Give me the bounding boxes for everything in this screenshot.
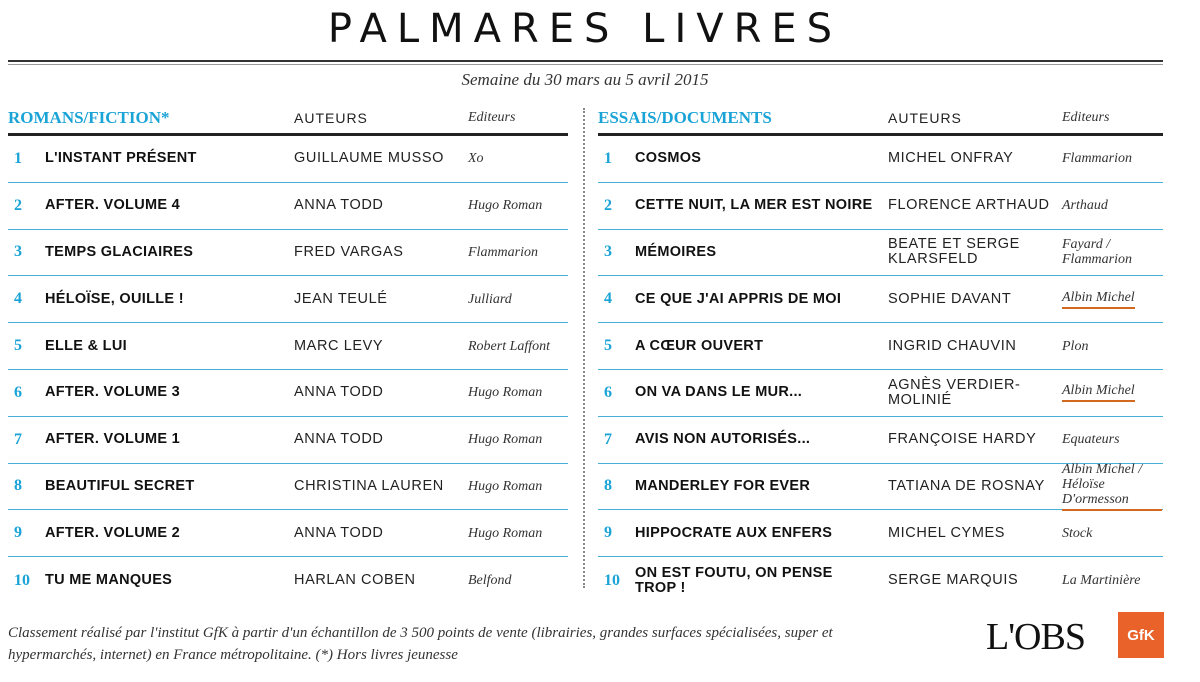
rank: 10 xyxy=(604,571,620,589)
table-row xyxy=(8,464,568,511)
book-title: TEMPS GLACIAIRES xyxy=(45,243,194,260)
fiction-table xyxy=(8,104,568,604)
book-author: ANNA TODD xyxy=(294,524,384,541)
book-author: INGRID CHAUVIN xyxy=(888,337,1017,354)
rank: 7 xyxy=(14,430,22,448)
book-publisher: Hugo Roman xyxy=(468,432,543,448)
book-author: MICHEL CYMES xyxy=(888,524,1006,541)
page-title: PALMARES LIVRES xyxy=(327,6,843,52)
book-author: CHRISTINA LAUREN xyxy=(294,477,444,494)
book-title: HIPPOCRATE AUX ENFERS xyxy=(635,524,833,541)
book-author: AGNÈS VERDIER-MOLINIÉ xyxy=(888,376,1021,408)
table-row xyxy=(598,183,1163,230)
rank: 2 xyxy=(14,196,22,214)
rank: 3 xyxy=(14,243,22,261)
essays-authors-header: AUTEURS xyxy=(888,110,962,126)
rank: 6 xyxy=(604,383,612,401)
book-author: FLORENCE ARTHAUD xyxy=(888,197,1050,214)
book-title: AFTER. VOLUME 3 xyxy=(45,384,181,401)
book-title: TU ME MANQUES xyxy=(45,572,173,589)
rank: 7 xyxy=(604,430,612,448)
table-row xyxy=(8,510,568,557)
rank: 3 xyxy=(604,243,612,261)
rank: 9 xyxy=(604,524,612,542)
table-row xyxy=(8,417,568,464)
book-title: CE QUE J'AI APPRIS DE MOI xyxy=(635,290,842,307)
book-title: ON EST FOUTU, ON PENSE TROP ! xyxy=(635,564,833,596)
book-publisher: La Martinière xyxy=(1062,573,1141,589)
book-publisher: Plon xyxy=(1062,338,1089,354)
table-row xyxy=(8,323,568,370)
rank: 4 xyxy=(14,290,22,308)
book-author: ANNA TODD xyxy=(294,384,384,401)
table-row xyxy=(598,557,1163,604)
book-author: JEAN TEULÉ xyxy=(294,290,388,307)
table-row xyxy=(598,323,1163,370)
book-publisher: Belfond xyxy=(468,573,512,589)
week-subtitle: Semaine du 30 mars au 5 avril 2015 xyxy=(461,70,709,89)
rank: 4 xyxy=(604,290,612,308)
book-title: COSMOS xyxy=(635,150,702,167)
book-title: AFTER. VOLUME 1 xyxy=(45,431,181,448)
book-author: MARC LEVY xyxy=(294,337,384,354)
book-author: TATIANA DE ROSNAY xyxy=(888,477,1045,494)
underlined-publisher: Albin Michel xyxy=(1062,290,1135,309)
fiction-authors-header: AUTEURS xyxy=(294,110,368,126)
book-title: A CŒUR OUVERT xyxy=(635,337,764,354)
title-rule-thin xyxy=(8,64,1163,65)
book-publisher: Julliard xyxy=(468,291,512,307)
book-publisher: Hugo Roman xyxy=(468,525,543,541)
table-row xyxy=(8,183,568,230)
title-rule xyxy=(8,60,1163,62)
book-title: AFTER. VOLUME 2 xyxy=(45,524,181,541)
book-title: HÉLOÏSE, OUILLE ! xyxy=(45,290,184,307)
rank: 10 xyxy=(14,571,30,589)
table-row xyxy=(8,370,568,417)
table-row xyxy=(598,417,1163,464)
table-row xyxy=(598,136,1163,183)
book-author: HARLAN COBEN xyxy=(294,572,416,589)
rank: 2 xyxy=(604,196,612,214)
book-publisher: Hugo Roman xyxy=(468,198,543,214)
book-publisher: Flammarion xyxy=(468,244,538,260)
table-row xyxy=(8,136,568,183)
book-publisher-underlined xyxy=(1062,461,1162,510)
rank: 5 xyxy=(14,337,22,355)
rank: 8 xyxy=(604,477,612,495)
essays-header xyxy=(598,104,1163,136)
table-row xyxy=(8,557,568,604)
book-author: BEATE ET SERGE KLARSFELD xyxy=(888,236,1020,268)
book-publisher: Equateurs xyxy=(1062,432,1120,448)
book-publisher: Hugo Roman xyxy=(468,478,543,494)
book-publisher: Fayard / Flammarion xyxy=(1062,237,1132,268)
book-author: MICHEL ONFRAY xyxy=(888,150,1014,167)
essays-category: ESSAIS/DOCUMENTS xyxy=(598,108,772,127)
book-author: ANNA TODD xyxy=(294,431,384,448)
table-row xyxy=(8,276,568,323)
methodology-note: Classement réalisé par l'institut GfK à partir d'un échantillon de 3 500 points de vente (librairies, grandes surfaces spécialisées, super et hypermarchés, internet) en France métropolitaine. (*) Hors livres jeunesse xyxy=(8,625,833,663)
fiction-header xyxy=(8,104,568,136)
fiction-category: ROMANS/FICTION* xyxy=(8,108,170,127)
underlined-publisher: Albin Michel xyxy=(1062,383,1135,402)
book-publisher: Arthaud xyxy=(1062,198,1108,214)
table-row xyxy=(598,370,1163,417)
book-publisher: Stock xyxy=(1062,525,1093,541)
table-row xyxy=(8,230,568,277)
table-row xyxy=(598,461,1163,511)
book-title: ELLE & LUI xyxy=(45,337,127,354)
gfk-logo: GfK xyxy=(1118,612,1164,658)
book-title: AVIS NON AUTORISÉS... xyxy=(635,431,811,448)
book-title: L'INSTANT PRÉSENT xyxy=(45,150,197,167)
fiction-publishers-header: Editeurs xyxy=(468,110,516,125)
book-author: ANNA TODD xyxy=(294,197,384,214)
book-publisher-underlined xyxy=(1062,370,1162,416)
book-title: MANDERLEY FOR EVER xyxy=(635,477,811,494)
book-publisher: Robert Laffont xyxy=(468,338,551,354)
rank: 6 xyxy=(14,383,22,401)
essays-table xyxy=(598,104,1163,604)
book-author: SOPHIE DAVANT xyxy=(888,290,1012,307)
book-author: SERGE MARQUIS xyxy=(888,572,1019,589)
table-row xyxy=(598,276,1163,323)
book-title: CETTE NUIT, LA MER EST NOIRE xyxy=(635,197,873,214)
book-publisher-underlined xyxy=(1062,276,1162,322)
underlined-publisher: Albin Michel / Héloïse D'ormesson xyxy=(1062,462,1162,511)
table-row xyxy=(598,230,1163,277)
obs-logo: L'OBS xyxy=(986,616,1085,658)
column-divider xyxy=(583,108,585,588)
book-title: AFTER. VOLUME 4 xyxy=(45,197,181,214)
book-publisher: Xo xyxy=(468,151,484,167)
table-row xyxy=(598,510,1163,557)
book-title: BEAUTIFUL SECRET xyxy=(45,477,195,494)
rank: 5 xyxy=(604,337,612,355)
book-author: GUILLAUME MUSSO xyxy=(294,150,444,167)
rank: 1 xyxy=(14,149,22,167)
rank: 8 xyxy=(14,477,22,495)
book-publisher: Hugo Roman xyxy=(468,385,543,401)
book-author: FRANÇOISE HARDY xyxy=(888,431,1037,448)
book-publisher: Flammarion xyxy=(1062,151,1132,167)
book-title: ON VA DANS LE MUR... xyxy=(635,384,803,401)
rank: 1 xyxy=(604,149,612,167)
book-title: MÉMOIRES xyxy=(635,243,717,260)
rank: 9 xyxy=(14,524,22,542)
essays-publishers-header: Editeurs xyxy=(1062,110,1110,125)
book-author: FRED VARGAS xyxy=(294,243,404,260)
